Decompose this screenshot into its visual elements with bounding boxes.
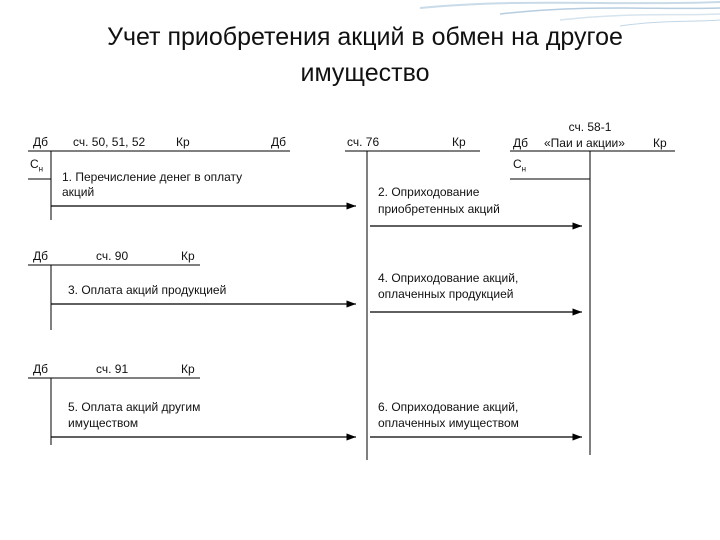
acc58-account-number: сч. 58-1	[568, 120, 612, 134]
acc91-credit-label: Кр	[181, 362, 195, 376]
entry-4-line-1: 4. Оприходование акций,	[378, 271, 519, 285]
entry-2-line-1: 2. Оприходование	[378, 185, 480, 199]
acc90-account-name: сч. 90	[96, 249, 129, 263]
entry-6-line-1: 6. Оприходование акций,	[378, 400, 519, 414]
slide-title-line-2: имущество	[300, 59, 430, 87]
acc58-debit-label: Дб	[513, 136, 528, 150]
acc91-debit-label: Дб	[33, 362, 48, 376]
acc58-opening-balance-label: $С_н$	[513, 157, 527, 174]
cash-opening-balance-label: $С_н$	[30, 157, 44, 174]
acc76-account-name: сч. 76	[347, 135, 380, 149]
entry-5-line-1: 5. Оплата акций другим	[68, 400, 201, 414]
entry-2-line-2: приобретенных акций	[378, 202, 500, 216]
entry-1-line-2: акций	[62, 185, 95, 199]
acc90-debit-label: Дб	[33, 249, 48, 263]
acc58-credit-label: Кр	[653, 136, 667, 150]
entry-4-line-2: оплаченных продукцией	[378, 287, 514, 301]
acc58-account-name: «Паи и акции»	[544, 136, 625, 150]
entry-3-line-1: 3. Оплата акций продукцией	[68, 283, 227, 297]
cash-credit-label: Кр	[176, 135, 190, 149]
acc76-debit-label: Дб	[271, 135, 286, 149]
acc76-credit-label: Кр	[452, 135, 466, 149]
entry-1-line-1: 1. Перечисление денег в оплату	[62, 170, 243, 184]
cash-debit-label: Дб	[33, 135, 48, 149]
cash-account-name: сч. 50, 51, 52	[73, 135, 146, 149]
entry-6-line-2: оплаченных имуществом	[378, 416, 519, 430]
slide-title-line-1: Учет приобретения акций в обмен на другое	[107, 23, 623, 51]
entry-5-line-2: имуществом	[68, 416, 139, 430]
acc91-account-name: сч. 91	[96, 362, 129, 376]
acc90-credit-label: Кр	[181, 249, 195, 263]
